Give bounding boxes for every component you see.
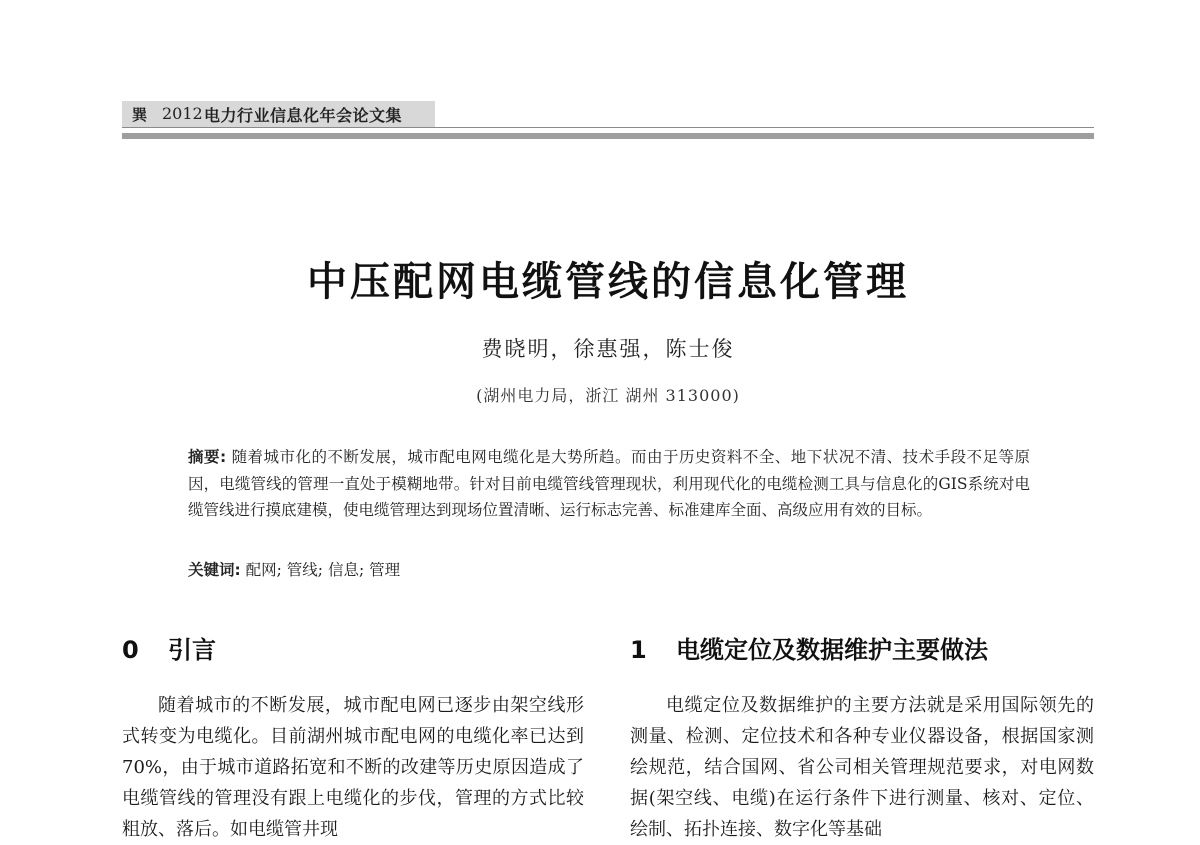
header-rule-thin (122, 127, 1094, 128)
paper-title: 中压配网电缆管线的信息化管理 (307, 259, 909, 305)
section-title: 引言 (168, 636, 216, 664)
abstract-text: 随着城市化的不断发展，城市配电网电缆化是大势所趋。而由于历史资料不全、地下状况不清、技术手段不足等原因，电缆管线的管理一直处于模糊地带。针对目前电缆管线管理现状，利用现代化的电缆检测工具与信息化的GIS系统对电缆管线进行摸底建模，使电缆管理达到现场位置清晰、运行标志完善、标准建库全面、高级应用有效的目标。 (188, 448, 1030, 519)
abstract (188, 444, 1030, 524)
keywords-label: 关键词: (188, 561, 241, 579)
abstract-label: 摘要: (188, 448, 227, 466)
keywords-text: 配网; 管线; 信息; 管理 (245, 561, 401, 579)
section-body-introduction: 随着城市的不断发展，城市配电网已逐步由架空线形式转变为电缆化。目前湖州城市配电网的电缆化率已达到70%，由于城市道路拓宽和不断的改建等历史原因造成了电缆管线的管理没有跟上电缆化的步伐，管理的方式比较粗放、落后。如电缆管井现 (122, 695, 584, 840)
publisher-logo-icon: 巽 (132, 106, 148, 124)
header-rule-thick (122, 133, 1094, 139)
running-header-year: 2012 (162, 104, 203, 123)
author-list: 费晓明，徐惠强，陈士俊 (481, 337, 735, 361)
section-number: 1 (630, 636, 647, 664)
keywords (188, 557, 1030, 583)
author-affiliation: (湖州电力局，浙江 湖州 313000) (476, 386, 740, 405)
section-title: 电缆定位及数据维护主要做法 (676, 636, 988, 664)
running-header-title: 电力行业信息化年会论文集 (204, 106, 403, 125)
section-number: 0 (122, 636, 139, 664)
section-heading-method (630, 630, 988, 665)
section-heading-introduction (122, 630, 216, 665)
section-body-method: 电缆定位及数据维护的主要方法就是采用国际领先的测量、检测、定位技术和各种专业仪器设备，根据国家测绘规范，结合国网、省公司相关管理规范要求，对电网数据(架空线、电缆)在运行条件下进行测量、核对、定位、绘制、拓扑连接、数字化等基础 (630, 695, 1094, 840)
